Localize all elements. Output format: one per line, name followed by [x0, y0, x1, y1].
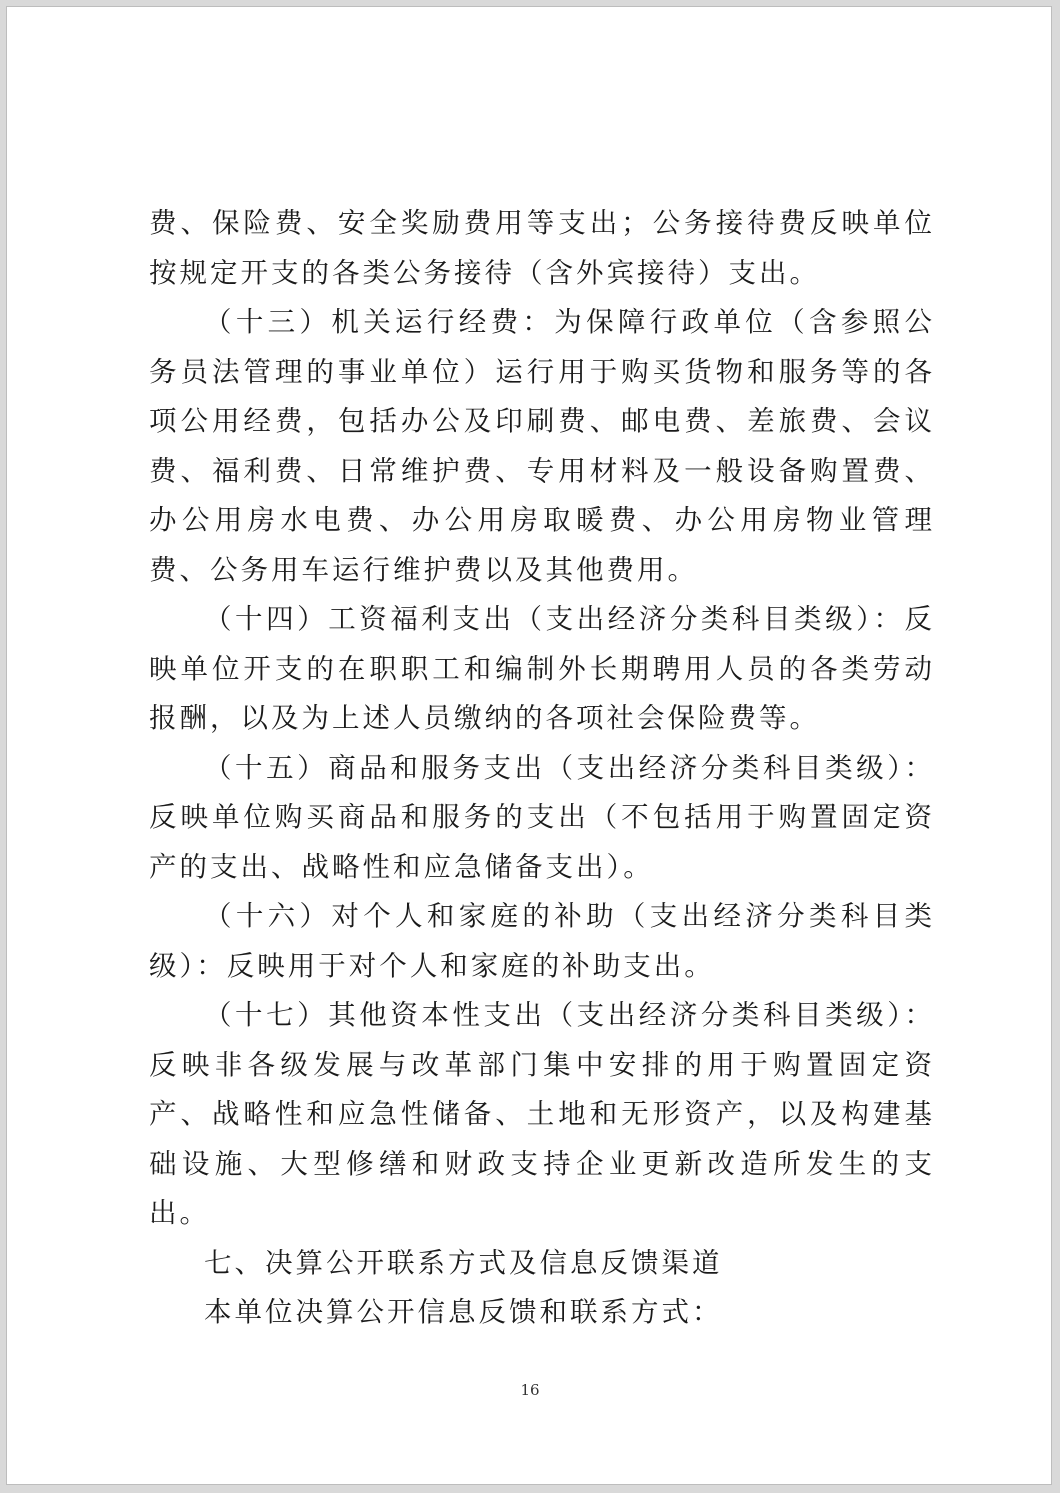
paragraph-item-16: （十六）对个人和家庭的补助（支出经济分类科目类级）：反映用于对个人和家庭的补助支出。: [149, 900, 935, 982]
paragraph-item-13: （十三）机关运行经费：为保障行政单位（含参照公务员法管理的事业单位）运行用于购买货物和服务等的各项公用经费，包括办公及印刷费、邮电费、差旅费、会议费、福利费、日常维护费、专用材料及一般设备购置费、办公用房水电费、办公用房取暖费、办公用房物业管理费、公务用车运行维护费以及其他费用。: [149, 306, 935, 586]
section-intro: 本单位决算公开信息反馈和联系方式：: [204, 1296, 723, 1328]
paragraph-continuation: 费、保险费、安全奖励费用等支出；公务接待费反映单位按规定开支的各类公务接待（含外宾接待）支出。: [149, 207, 935, 289]
paragraph-item-15: （十五）商品和服务支出（支出经济分类科目类级）：反映单位购买商品和服务的支出（不包括用于购置固定资产的支出、战略性和应急储备支出）。: [149, 751, 935, 883]
document-page: [6, 6, 1052, 1485]
paragraph-item-17: （十七）其他资本性支出（支出经济分类科目类级）：反映非各级发展与改革部门集中安排的用于购置固定资产、战略性和应急性储备、土地和无形资产，以及构建基础设施、大型修缮和财政支持企业更新改造所发生的支出。: [149, 999, 935, 1229]
paragraph-item-14: （十四）工资福利支出（支出经济分类科目类级）：反映单位开支的在职职工和编制外长期聘用人员的各类劳动报酬，以及为上述人员缴纳的各项社会保险费等。: [149, 603, 935, 734]
page-content: [149, 199, 935, 1338]
page-number: 16: [520, 1381, 540, 1399]
section-heading: 七、决算公开联系方式及信息反馈渠道: [204, 1246, 723, 1279]
